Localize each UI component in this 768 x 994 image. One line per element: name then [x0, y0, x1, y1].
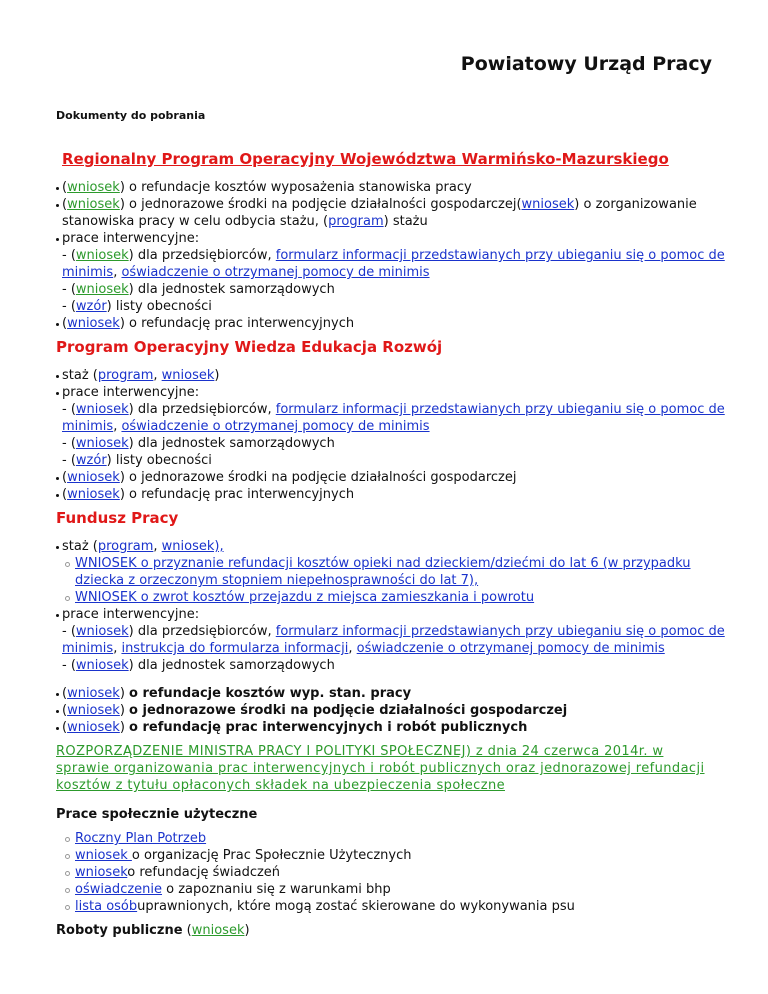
- fp-oswiadczenie-link[interactable]: oświadczenie o otrzymanej pomocy de minimis: [356, 641, 665, 656]
- rpo-wniosek-link-6[interactable]: wniosek: [67, 316, 120, 331]
- list-item: (wniosek) o refundacje kosztów wyp. stan. pracy: [62, 685, 762, 702]
- list-item: prace interwencyjne: - (wniosek) dla przedsiębiorców, formularz informacji przedstawianych przy ubieganiu się o pomoc de minimis, oświadczenie o otrzymanej pomocy de minimis - (wniosek) dla jednostek samorządowych - (wzór) listy obecności: [62, 230, 762, 315]
- power-wniosek-link-1[interactable]: wniosek: [161, 368, 215, 383]
- fp-wniosek-link-4[interactable]: wniosek: [67, 686, 120, 701]
- power-program-link[interactable]: program: [97, 368, 154, 383]
- page-subtitle: Dokumenty do pobrania: [56, 109, 206, 122]
- sub-list-item: wnioseko refundację świadczeń: [62, 864, 575, 881]
- fp-program-link[interactable]: program: [97, 539, 154, 554]
- fp-list: [62, 538, 762, 674]
- power-wniosek-link-5[interactable]: wniosek: [67, 487, 120, 502]
- sub-list-item: oświadczenie o zapoznaniu się z warunkami bhp: [62, 881, 575, 898]
- power-oswiadczenie-link[interactable]: oświadczenie o otrzymanej pomocy de minimis: [121, 419, 430, 434]
- list-item: staż (program, wniosek), WNIOSEK o przyznanie refundacji kosztów opieki nad dzieckiem/dziećmi do lat 6 (w przypadku dziecka z orzeczonym stopniem niepełnosprawności do lat 7), WNIOSEK o zwrot kosztów przejazdu z miejsca zamieszkania i powrotu: [62, 538, 762, 606]
- power-wniosek-link-4[interactable]: wniosek: [67, 470, 120, 485]
- roboty-label: Roboty publiczne: [56, 923, 183, 938]
- rpo-program-link[interactable]: program: [328, 214, 384, 229]
- list-item: (wniosek) o jednorazowe środki na podjęcie działalności gospodarczej(wniosek) o zorganizowanie stanowiska pracy w celu odbycia stażu, (program) stażu: [62, 196, 762, 230]
- psu-heading: Prace społecznie użyteczne: [56, 807, 258, 822]
- rpo-oswiadczenie-link[interactable]: oświadczenie o otrzymanej pomocy de minimis: [121, 265, 430, 280]
- page-title: Powiatowy Urząd Pracy: [460, 53, 712, 75]
- psu-lista-link[interactable]: lista osób: [75, 899, 138, 914]
- roboty-wniosek-link[interactable]: wniosek: [191, 923, 245, 938]
- fp-instrukcja-link[interactable]: instrukcja do formularza informacji: [121, 641, 349, 656]
- psu-list: [62, 830, 575, 915]
- power-list: [62, 367, 762, 503]
- list-item: staż (program, wniosek): [62, 367, 762, 384]
- list-item: prace interwencyjne: - (wniosek) dla przedsiębiorców, formularz informacji przedstawianych przy ubieganiu się o pomoc de minimis, instrukcja do formularza informacji, oświadczenie o otrzymanej pomocy de minimis - (wniosek) dla jednostek samorządowych: [62, 606, 762, 674]
- sub-list-item: [62, 830, 575, 847]
- rpo-wniosek-link-3[interactable]: wniosek: [521, 197, 575, 212]
- rpo-list: [62, 179, 762, 332]
- power-wniosek-link-2[interactable]: wniosek: [75, 402, 129, 417]
- list-item: (wniosek) o refundacje kosztów wyposażenia stanowiska pracy: [62, 179, 762, 196]
- psu-wniosek-link-1[interactable]: wniosek: [75, 848, 132, 863]
- rpo-wniosek-link-4[interactable]: wniosek: [75, 248, 129, 263]
- power-formularz-link[interactable]: formularz informacji przedstawianych przy ubieganiu się o pomoc de minimis: [62, 402, 725, 434]
- fp-bold-list: [62, 685, 762, 736]
- sub-list-item: [62, 589, 692, 606]
- sub-list-item: lista osóbuprawnionych, które mogą zostać skierowane do wykonywania psu: [62, 898, 575, 915]
- power-wniosek-link-3[interactable]: wniosek: [75, 436, 129, 451]
- list-item: (wniosek) o jednorazowe środki na podjęcie działalności gospodarczej: [62, 702, 762, 719]
- rpo-wniosek-link-1[interactable]: wniosek: [67, 180, 120, 195]
- regulation-link[interactable]: ROZPORZĄDZENIE MINISTRA PRACY I POLITYKI SPOŁECZNEJ) z dnia 24 czerwca 2014r. w sprawie organizowania prac interwencyjnych i robót publicznych oraz jednorazowej refundacji kosztów z tytułu opłaconych składek na ubezpieczenia społeczne: [56, 744, 705, 793]
- psu-plan-link[interactable]: Roczny Plan Potrzeb: [75, 831, 207, 846]
- fp-wniosek-link-2[interactable]: wniosek: [75, 624, 129, 639]
- psu-wniosek-link-2[interactable]: wniosek: [75, 865, 128, 880]
- fp-wniosek-link-5[interactable]: wniosek: [67, 703, 120, 718]
- fp-formularz-link[interactable]: formularz informacji przedstawianych przy ubieganiu się o pomoc de minimis: [62, 624, 725, 656]
- rpo-heading-link[interactable]: Regionalny Program Operacyjny Województwa Warmińsko-Mazurskiego: [62, 150, 669, 168]
- fp-przejazd-wniosek-link[interactable]: WNIOSEK o zwrot kosztów przejazdu z miejsca zamieszkania i powrotu: [75, 590, 535, 605]
- list-item: (wniosek) o refundację prac interwencyjnych: [62, 486, 762, 503]
- power-heading: Program Operacyjny Wiedza Edukacja Rozwój: [56, 338, 443, 356]
- list-item: (wniosek) o refundację prac interwencyjnych: [62, 315, 762, 332]
- fp-sublist: [62, 555, 692, 606]
- list-item: (wniosek) o refundację prac interwencyjnych i robót publicznych: [62, 719, 762, 736]
- list-item: (wniosek) o jednorazowe środki na podjęcie działalności gospodarczej: [62, 469, 762, 486]
- sub-list-item: [62, 555, 692, 589]
- fp-wniosek-link-3[interactable]: wniosek: [75, 658, 129, 673]
- rpo-wzor-link[interactable]: wzór: [75, 299, 107, 314]
- fp-wniosek-link-6[interactable]: wniosek: [67, 720, 120, 735]
- rpo-formularz-link[interactable]: formularz informacji przedstawianych przy ubieganiu się o pomoc de minimis: [62, 248, 725, 280]
- rpo-wniosek-link-2[interactable]: wniosek: [67, 197, 120, 212]
- fp-opieka-wniosek-link[interactable]: WNIOSEK o przyznanie refundacji kosztów opieki nad dzieckiem/dziećmi do lat 6 (w przypadku dziecka z orzeczonym stopniem niepełnosprawności do lat 7),: [75, 556, 691, 588]
- psu-oswiadczenie-link[interactable]: oświadczenie: [75, 882, 163, 897]
- rpo-wniosek-link-5[interactable]: wniosek: [75, 282, 129, 297]
- roboty-line: Roboty publiczne (wniosek): [56, 923, 250, 938]
- list-item: prace interwencyjne: - (wniosek) dla przedsiębiorców, formularz informacji przedstawianych przy ubieganiu się o pomoc de minimis, oświadczenie o otrzymanej pomocy de minimis - (wniosek) dla jednostek samorządowych - (wzór) listy obecności: [62, 384, 762, 469]
- power-wzor-link[interactable]: wzór: [75, 453, 107, 468]
- fp-wniosek-link-1[interactable]: wniosek),: [161, 539, 224, 554]
- sub-list-item: wniosek o organizację Prac Społecznie Użytecznych: [62, 847, 575, 864]
- fp-heading: Fundusz Pracy: [56, 509, 179, 527]
